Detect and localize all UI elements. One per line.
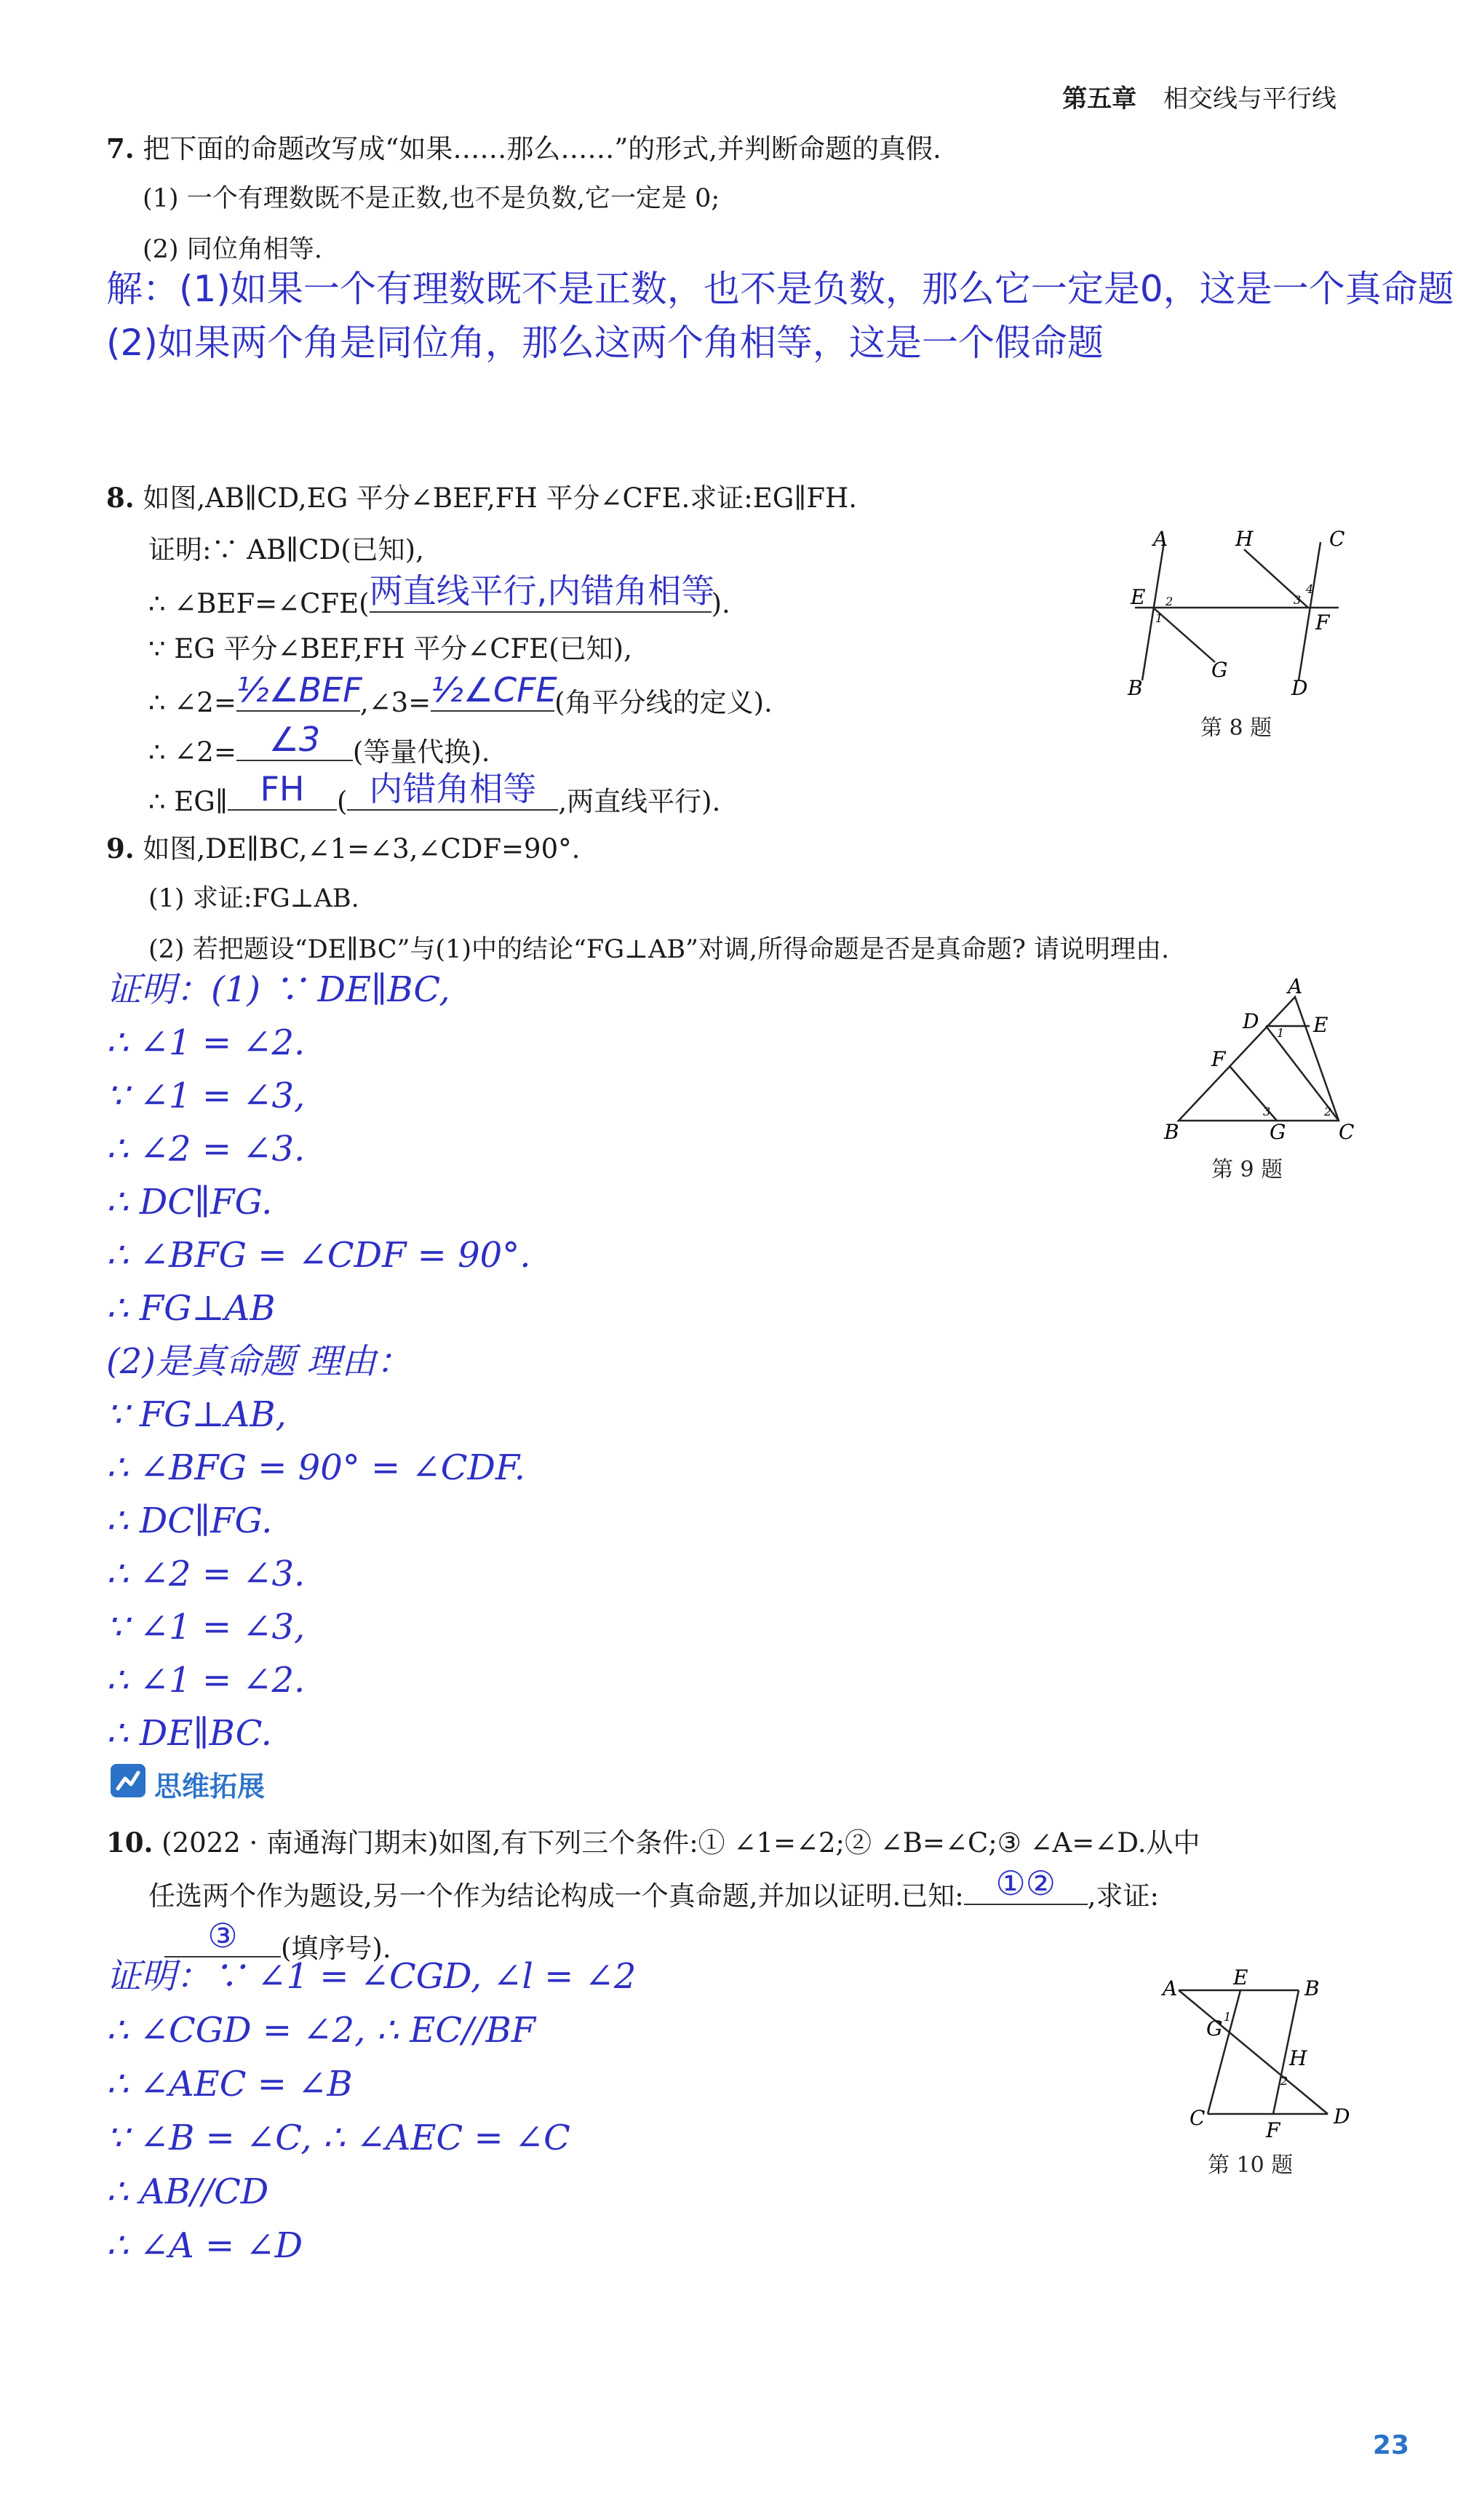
- q8-proof-line-3: ∵ EG 平分∠BEF,FH 平分∠CFE(已知),: [148, 633, 632, 664]
- q9-item-1: (1) 求证:FG⊥AB.: [148, 884, 359, 913]
- q10-line2-suffix: ,求证:: [1087, 1880, 1159, 1912]
- q8-figure: [1120, 520, 1361, 710]
- q8-label-H: H: [1235, 527, 1254, 551]
- q9-ans-line-7: ∴ FG⊥AB: [106, 1288, 276, 1329]
- q8-fill-reason-1: 两直线平行,内错角相等: [369, 571, 715, 611]
- q9-item-2: (2) 若把题设“DE∥BC”与(1)中的结论“FG⊥AB”对调,所得命题是否是真命题? 请说明理由.: [148, 935, 1170, 964]
- q9-figure: [1157, 975, 1368, 1150]
- q8-stem-text: 如图,AB∥CD,EG 平分∠BEF,FH 平分∠CFE.求证:EG∥FH.: [143, 482, 858, 514]
- q9-ans-line-12: ∴ ∠2 = ∠3.: [106, 1554, 306, 1594]
- q10-ans-line-1: 证明：∵ ∠1 = ∠CGD, ∠l = ∠2: [106, 1956, 637, 1997]
- q8-blank-angle3[interactable]: [431, 670, 557, 712]
- q10-ans-line-2: ∴ ∠CGD = ∠2, ∴ EC//BF: [106, 2010, 536, 2051]
- q8-label-4: 4: [1306, 582, 1314, 596]
- q9-ans-line-8: (2)是真命题 理由：: [106, 1341, 412, 1382]
- q9-number: 9.: [106, 832, 135, 864]
- q8-label-D: D: [1291, 676, 1308, 700]
- q10-label-B: B: [1304, 1976, 1320, 2000]
- q8-label-2: 2: [1166, 595, 1174, 608]
- q10-fill-known: ①②: [995, 1864, 1056, 1903]
- q9-ans-line-10: ∴ ∠BFG = 90° = ∠CDF.: [106, 1447, 525, 1488]
- q8-fill-angle2: ½∠BEF: [236, 670, 362, 710]
- q10-caption: 第 10 题: [1208, 2153, 1294, 2178]
- q9-label-A: A: [1288, 975, 1303, 998]
- q8-blank-angle2[interactable]: [236, 670, 362, 712]
- q8-fill-parallel: FH: [260, 769, 305, 808]
- q8-proof-line-1: 证明:∵ AB∥CD(已知),: [148, 534, 424, 565]
- q9-label-D: D: [1243, 1009, 1259, 1033]
- q9-stem-text: 如图,DE∥BC,∠1=∠3,∠CDF=90°.: [143, 833, 581, 864]
- q10-line-2: [148, 1864, 1159, 1914]
- q8-fill-angle3: ½∠CFE: [431, 670, 557, 710]
- q10-label-A: A: [1163, 1976, 1178, 2000]
- chapter-label: 第五章: [1062, 84, 1137, 114]
- q10-line-1: [106, 1825, 1200, 1861]
- q8-line5-suffix: (等量代换).: [352, 736, 490, 768]
- q8-proof-line-6: [148, 769, 721, 819]
- q10-label-1: 1: [1224, 2010, 1232, 2024]
- q10-ans-line-4: ∵ ∠B = ∠C, ∴ ∠AEC = ∠C: [106, 2118, 570, 2158]
- q9-label-F: F: [1211, 1047, 1226, 1071]
- q9-ans-line-3: ∵ ∠1 = ∠3,: [106, 1076, 306, 1116]
- q8-caption: 第 8 题: [1200, 715, 1272, 741]
- q10-ans-line-3: ∴ ∠AEC = ∠B: [106, 2064, 353, 2104]
- q9-label-1: 1: [1277, 1026, 1285, 1040]
- q10-label-D: D: [1334, 2104, 1350, 2129]
- q8-line2-prefix: ∴ ∠BEF=∠CFE(: [148, 588, 370, 619]
- q10-blank-known[interactable]: [964, 1864, 1088, 1905]
- q8-number: 8.: [106, 482, 135, 514]
- q9-stem: [106, 831, 580, 867]
- q9-ans-line-15: ∴ DE∥BC.: [106, 1713, 272, 1754]
- q8-label-3: 3: [1294, 593, 1302, 607]
- q9-ans-line-5: ∴ DC∥FG.: [106, 1182, 273, 1223]
- q10-fill-prove: ③: [207, 1916, 238, 1955]
- running-header: [1062, 79, 1336, 114]
- q9-ans-line-9: ∵ FG⊥AB,: [106, 1394, 287, 1435]
- q8-line4-prefix: ∴ ∠2=: [148, 687, 236, 718]
- q7-answer-1: 解：(1)如果一个有理数既不是正数，也不是负数，那么它一定是0，这是一个真命题: [106, 268, 1454, 310]
- q7-stem: [106, 131, 941, 167]
- q10-ans-line-5: ∴ AB//CD: [106, 2171, 269, 2212]
- q7-stem-text: 把下面的命题改写成“如果……那么……”的形式,并判断命题的真假.: [143, 133, 941, 164]
- mindmap-icon: [109, 1762, 147, 1799]
- q10-label-C: C: [1190, 2106, 1206, 2130]
- q9-label-2: 2: [1324, 1105, 1332, 1118]
- q9-label-G: G: [1270, 1120, 1286, 1144]
- q10-label-F: F: [1266, 2118, 1280, 2142]
- q9-label-C: C: [1339, 1120, 1355, 1144]
- q9-label-B: B: [1164, 1120, 1179, 1144]
- q10-label-G: G: [1206, 2016, 1223, 2040]
- q9-label-3: 3: [1263, 1105, 1271, 1118]
- q10-line-ec: [1208, 1990, 1240, 2114]
- q8-label-G: G: [1211, 658, 1228, 682]
- q8-proof-line-4: [148, 670, 773, 720]
- chapter-title: 相交线与平行线: [1163, 84, 1336, 114]
- q8-fill-reason-2: 内错角相等: [369, 769, 537, 808]
- q10-number: 10.: [106, 1827, 154, 1859]
- q9-ans-line-4: ∴ ∠2 = ∠3.: [106, 1129, 306, 1169]
- q9-caption: 第 9 题: [1211, 1157, 1283, 1183]
- q9-ans-line-2: ∴ ∠1 = ∠2.: [106, 1022, 306, 1063]
- q8-label-F: F: [1315, 611, 1330, 635]
- q10-line2-prefix: 任选两个作为题设,另一个作为结论构成一个真命题,并加以证明.已知:: [148, 1880, 964, 1912]
- q10-blank-prove[interactable]: [164, 1916, 281, 1957]
- q10-label-2: 2: [1280, 2074, 1288, 2088]
- q10-stem-text: (2022 · 南通海门期末)如图,有下列三个条件:① ∠1=∠2;② ∠B=∠C;③ ∠A=∠D.从中: [162, 1827, 1200, 1859]
- q10-label-H: H: [1289, 2046, 1307, 2070]
- q9-ans-line-6: ∴ ∠BFG = ∠CDF = 90°.: [106, 1235, 531, 1276]
- q8-stem: [106, 480, 857, 516]
- q10-label-E: E: [1233, 1968, 1248, 1990]
- q9-ans-line-14: ∴ ∠1 = ∠2.: [106, 1660, 306, 1701]
- q7-answer-2: (2)如果两个角是同位角，那么这两个角相等，这是一个假命题: [106, 322, 1104, 364]
- page-number: 23: [1372, 2430, 1409, 2460]
- q10-figure: [1157, 1968, 1375, 2143]
- q8-line6-suffix: ,两直线平行).: [558, 786, 721, 817]
- q9-ans-line-11: ∴ DC∥FG.: [106, 1501, 273, 1541]
- q10-line3-suffix: (填序号).: [281, 1933, 391, 1964]
- q8-line6-prefix: ∴ EG∥: [148, 786, 228, 817]
- q9-label-E: E: [1313, 1013, 1328, 1037]
- q8-proof-line-2: [148, 571, 730, 621]
- q7-number: 7.: [106, 132, 135, 164]
- q8-label-1: 1: [1155, 611, 1163, 625]
- q9-ans-line-13: ∵ ∠1 = ∠3,: [106, 1607, 306, 1647]
- q8-line5-prefix: ∴ ∠2=: [148, 736, 236, 768]
- q8-line2-suffix: ).: [711, 588, 730, 619]
- section-title: 思维拓展: [154, 1770, 266, 1802]
- q8-line4-mid: ,∠3=: [359, 687, 431, 718]
- q7-item-1: (1) 一个有理数既不是正数,也不是负数,它一定是 0;: [143, 184, 720, 213]
- q8-label-C: C: [1329, 527, 1345, 551]
- q8-line6-mid: (: [336, 786, 348, 817]
- q8-line4-suffix: (角平分线的定义).: [554, 687, 773, 718]
- q8-blank-reason-1[interactable]: [369, 571, 715, 613]
- q8-blank-reason-2[interactable]: [347, 769, 558, 811]
- q8-proof-line-5: [148, 720, 490, 770]
- q8-blank-equal[interactable]: [236, 720, 353, 761]
- q8-label-E: E: [1131, 585, 1146, 609]
- q10-ans-line-6: ∴ ∠A = ∠D: [106, 2225, 303, 2266]
- q7-item-2: (2) 同位角相等.: [143, 235, 322, 264]
- q8-fill-equal: ∠3: [268, 720, 321, 759]
- q9-ans-line-1: 证明：(1) ∵ DE∥BC,: [106, 969, 450, 1010]
- q8-label-B: B: [1128, 676, 1143, 700]
- q8-label-A: A: [1153, 527, 1168, 551]
- q8-blank-parallel[interactable]: [228, 769, 337, 811]
